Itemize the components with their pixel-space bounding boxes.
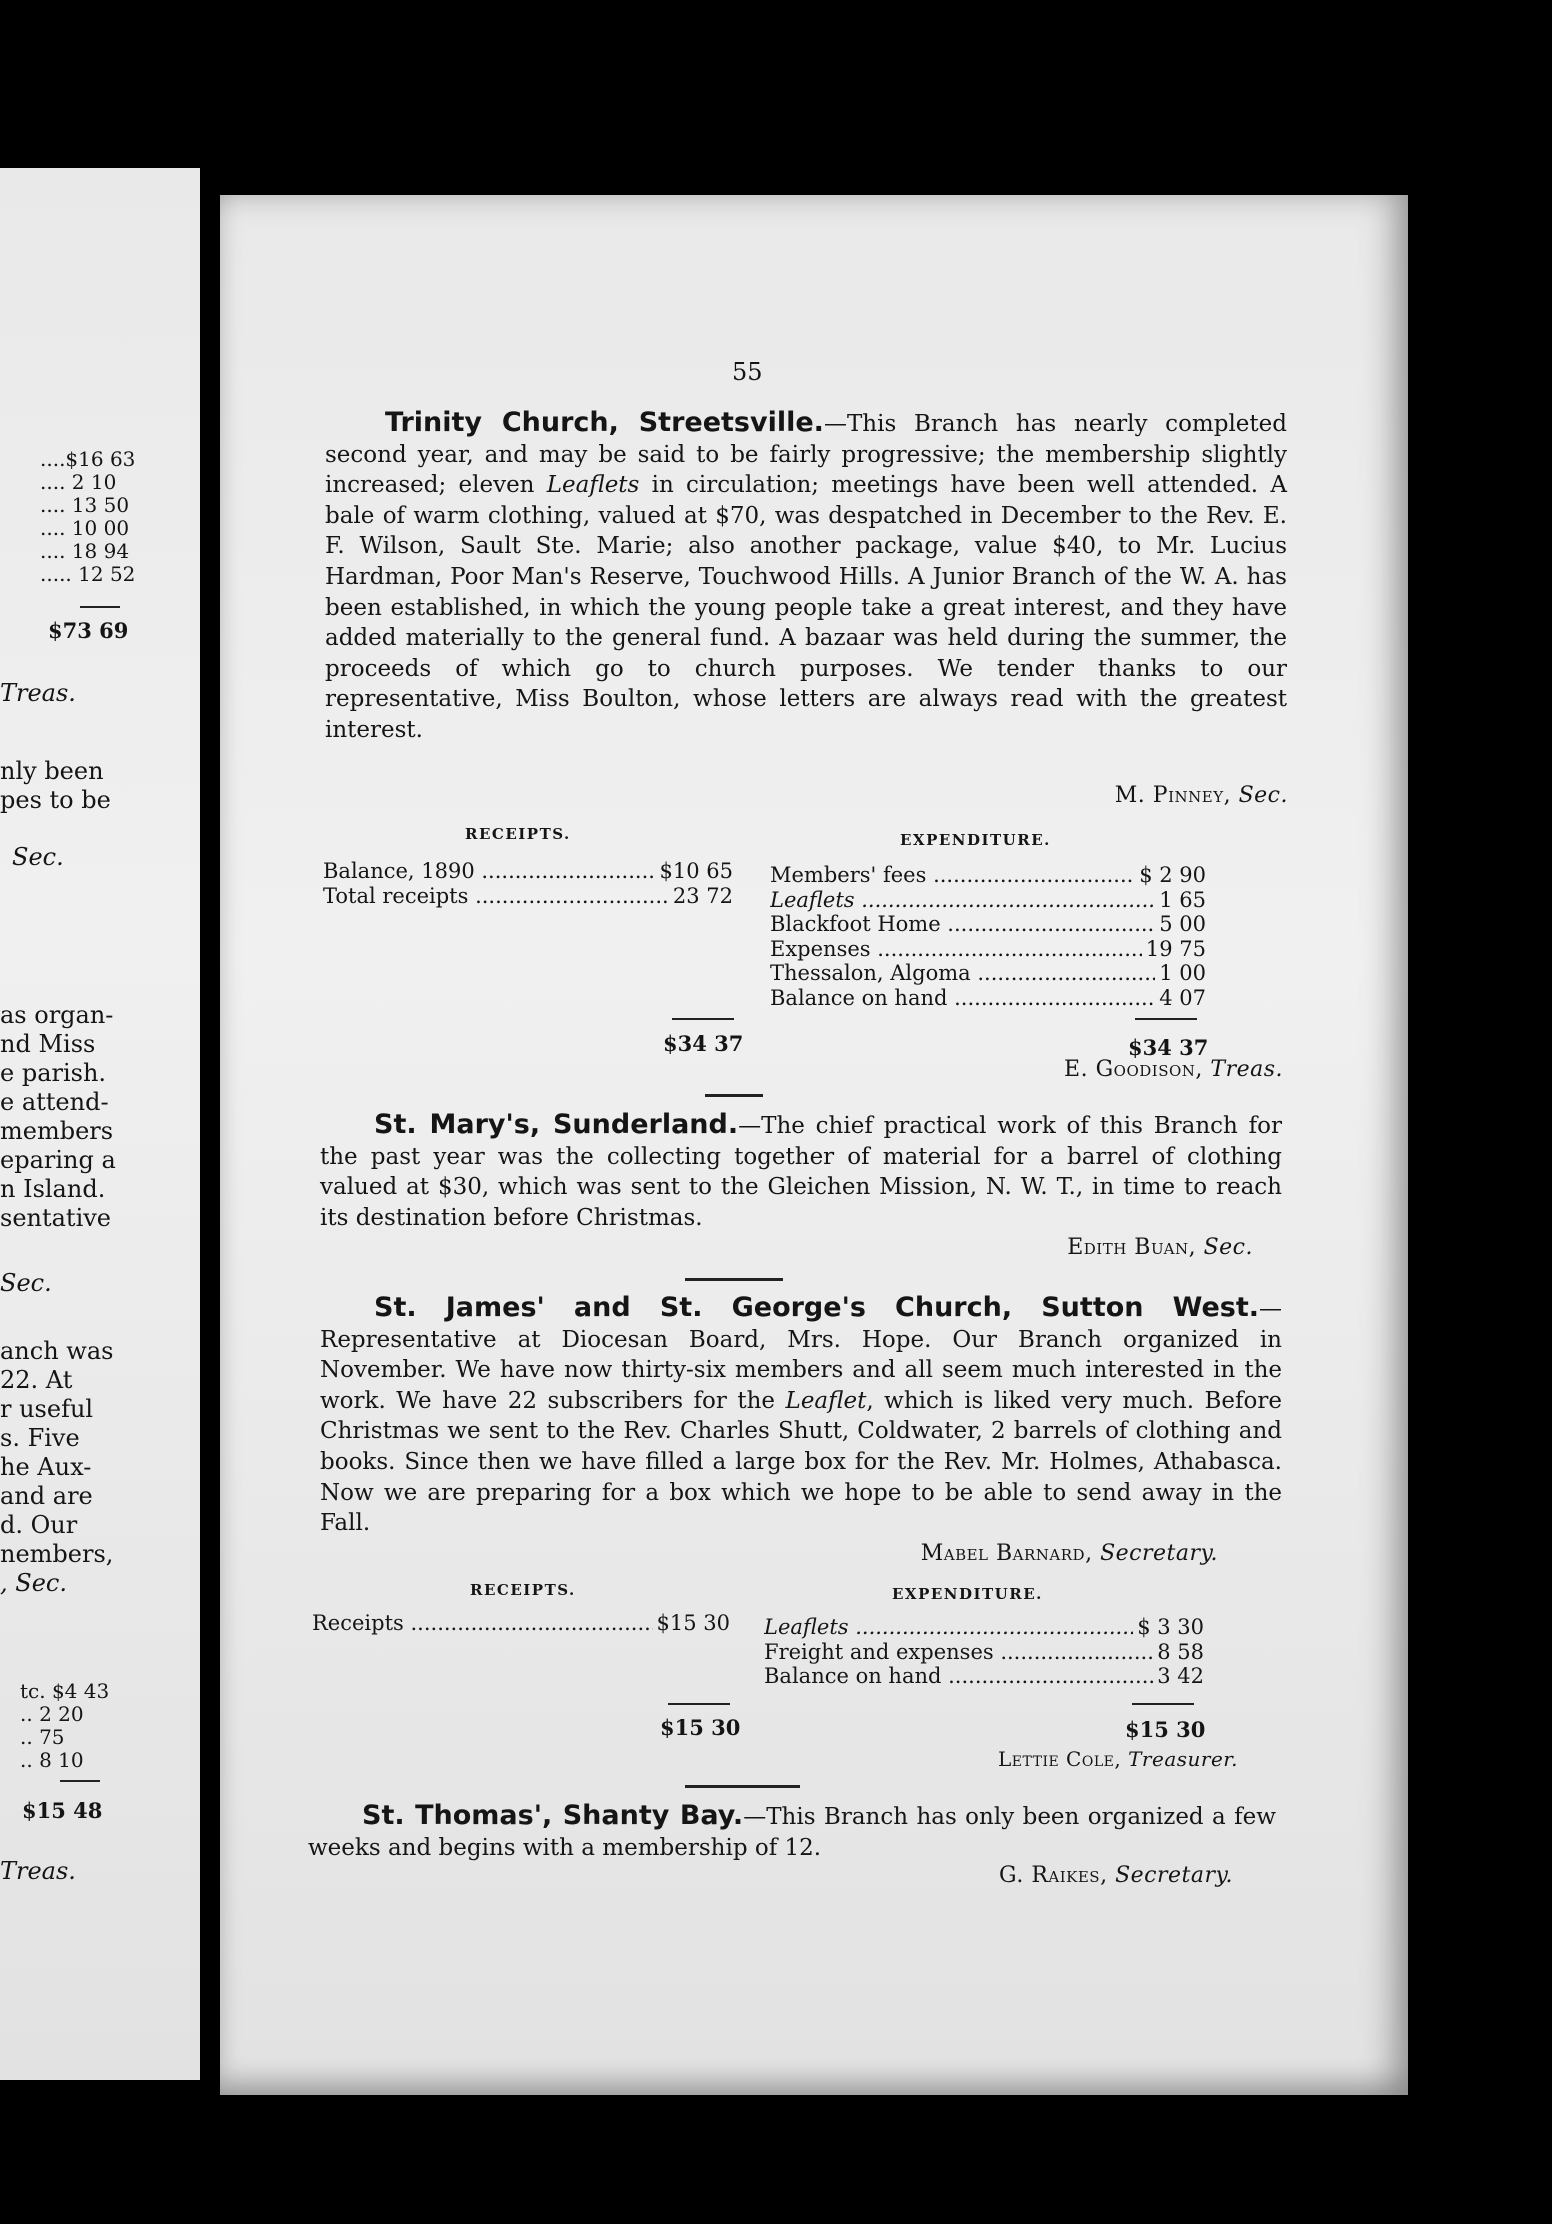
ledger-amount: 8 58 <box>1157 1639 1204 1664</box>
ledger-label: Leaflets ..... <box>770 888 1155 913</box>
treasurer-signature <box>1064 1057 1283 1082</box>
ledger-row <box>770 888 1206 913</box>
ledger-row <box>770 937 1206 962</box>
section-title: St. James' and St. George's Church, Sutton West. <box>374 1292 1259 1323</box>
signature-role: Sec. <box>1238 783 1288 808</box>
left-total: $73 69 <box>48 618 129 643</box>
expenditure-table <box>764 1615 1204 1689</box>
ledger-row <box>323 859 733 884</box>
left-text-fragment: e parish. <box>0 1059 107 1087</box>
section-st-thomas <box>308 1801 1276 1863</box>
left-text-fragment: r useful <box>0 1395 94 1423</box>
left-text-fragment: Sec. <box>0 1269 52 1297</box>
section-title: St. Mary's, Sunderland. <box>374 1109 739 1140</box>
ledger-label: Thessalon, Algoma ..... <box>770 961 1155 986</box>
ledger-row <box>770 986 1206 1011</box>
left-text-fragment: , Sec. <box>0 1569 67 1597</box>
ledger-row <box>770 863 1206 888</box>
section-title: Trinity Church, Streetsville. <box>385 407 824 438</box>
treasurer-role: Treas. <box>1210 1057 1283 1082</box>
section-text: —This Branch has nearly completed second year, and may be said to be fairly progressive; the membership slightly increased; eleven <box>325 411 1287 499</box>
ledger-label: Blackfoot Home ..... <box>770 912 1155 937</box>
receipts-heading: RECEIPTS. <box>465 825 571 843</box>
ledger-row <box>312 1611 730 1636</box>
left-text-fragment: e attend- <box>0 1088 109 1116</box>
section-text: in circulation; meetings have been well attended. A bale of warm clothing, valued at $70, was despatched in December to the Rev. E. F. Wilson, Sault Ste. Marie; also another package, value $40, to Mr. Lucius Hardman, Poor Man's Reserve, Touchwood Hills. A Junior Branch of the W. A. has been established, in which the young people take a great interest, and they have added materially to the general fund. A bazaar was held during the summer, the proceeds of which go to church purposes. We tender thanks to our representative, Miss Boulton, whose letters are always read with the greatest interest. <box>325 472 1287 743</box>
section-divider <box>705 1094 763 1097</box>
expenditure-total: $15 30 <box>1125 1717 1206 1742</box>
signature-role: Sec. <box>1203 1235 1253 1260</box>
expenditure-table <box>770 863 1206 1010</box>
left-text-fragment: nembers, <box>0 1540 114 1568</box>
left-amount: .... 18 94 <box>40 539 130 563</box>
signature-name: M. Pinney, <box>1114 783 1232 808</box>
ledger-row <box>764 1664 1204 1689</box>
receipts-total: $15 30 <box>660 1715 741 1740</box>
left-text-fragment: members <box>0 1117 114 1145</box>
left-text-fragment: nd Miss <box>0 1030 96 1058</box>
left-text-fragment: 22. At <box>0 1366 73 1394</box>
total-rule <box>672 1018 734 1020</box>
signature <box>1115 783 1288 808</box>
total-rule <box>668 1703 730 1705</box>
left-text-fragment: anch was <box>0 1337 114 1365</box>
left-amount-list <box>40 448 135 586</box>
ledger-row <box>764 1640 1204 1665</box>
ledger-label: Expenses ..... <box>770 937 1142 962</box>
left-page-fragment <box>0 168 200 2080</box>
left-text-fragment: Treas. <box>0 679 76 707</box>
receipts-total: $34 37 <box>663 1031 744 1056</box>
leaflets-term: Leaflets <box>546 472 640 499</box>
left-text-fragment: sentative <box>0 1204 112 1232</box>
left-text-fragment: d. Our <box>0 1511 78 1539</box>
left-text-fragment: n Island. <box>0 1175 106 1203</box>
left-total-2: $15 48 <box>22 1798 103 1823</box>
ledger-row <box>770 912 1206 937</box>
ledger-label: Balance, 1890 ..... <box>323 859 656 884</box>
total-rule <box>1135 1018 1197 1020</box>
section-text: —Representative at Diocesan Board, Mrs. Hope. Our Branch organized in November. We have now thirty-six members and all seem much interested in the work. We have 22 subscribers for the <box>320 1296 1282 1414</box>
left-text-fragment: eparing a <box>0 1146 116 1174</box>
ledger-row <box>770 961 1206 986</box>
signature-name: Edith Buan, <box>1067 1235 1197 1260</box>
treasurer-role: Treasurer. <box>1128 1747 1238 1771</box>
treasurer-name: Lettie Cole, <box>998 1747 1122 1771</box>
section-trinity-church <box>325 408 1287 746</box>
left-amount-list-2 <box>20 1680 109 1772</box>
ledger-amount: $ 2 90 <box>1139 863 1206 887</box>
receipts-table <box>323 859 733 908</box>
ledger-amount: 1 00 <box>1159 961 1206 985</box>
expenditure-total: $34 37 <box>1128 1035 1209 1060</box>
treasurer-name: E. Goodison, <box>1064 1057 1203 1082</box>
signature-name: G. Raikes, <box>999 1863 1108 1888</box>
ledger-label: Balance on hand ..... <box>764 1664 1153 1689</box>
leaflet-term: Leaflet <box>785 1387 867 1414</box>
signature-role: Secretary. <box>1115 1863 1233 1888</box>
ledger-amount: 23 72 <box>672 883 733 908</box>
section-st-james-st-georges <box>320 1293 1282 1539</box>
left-amount: ..... 12 52 <box>40 562 136 586</box>
ledger-amount: 4 07 <box>1159 985 1206 1010</box>
receipts-heading: RECEIPTS. <box>470 1581 576 1599</box>
left-text-fragment: s. Five <box>0 1424 80 1452</box>
expenditure-heading: EXPENDITURE. <box>900 831 1051 849</box>
section-st-marys <box>320 1110 1282 1233</box>
signature <box>999 1863 1233 1888</box>
ledger-label: Receipts ..... <box>312 1611 653 1636</box>
receipts-table <box>312 1611 730 1636</box>
section-title: St. Thomas', Shanty Bay. <box>362 1800 744 1831</box>
left-text-fragment: pes to be <box>0 786 111 814</box>
section-divider <box>685 1278 783 1281</box>
ledger-row <box>764 1615 1204 1640</box>
ledger-amount: $10 65 <box>659 859 733 883</box>
left-total-rule <box>80 606 120 608</box>
ledger-amount: 1 65 <box>1159 887 1206 912</box>
left-amount: .... 13 50 <box>40 493 130 517</box>
left-amount: tc. $4 43 <box>20 1679 110 1703</box>
section-text: —This Branch has only been organized a few weeks and begins with a membership of 12. <box>308 1804 1276 1861</box>
left-amount: .. 75 <box>20 1725 65 1749</box>
signature <box>921 1541 1218 1566</box>
left-amount: .. 2 20 <box>20 1702 84 1726</box>
section-divider <box>685 1785 800 1788</box>
left-amount: ....$16 63 <box>40 447 136 471</box>
page-number: 55 <box>732 358 763 386</box>
left-text-fragment: Treas. <box>0 1857 76 1885</box>
signature <box>1067 1235 1253 1260</box>
ledger-label: Balance on hand ..... <box>770 986 1155 1011</box>
ledger-amount: $15 30 <box>656 1611 730 1635</box>
ledger-label: Leaflets ..... <box>764 1615 1133 1640</box>
left-amount: .... 2 10 <box>40 470 117 494</box>
main-page <box>220 195 1408 2095</box>
left-amount: .... 10 00 <box>40 516 130 540</box>
ledger-amount: $ 3 30 <box>1137 1615 1204 1639</box>
left-total-rule-2 <box>60 1780 100 1782</box>
left-text-fragment: nly been <box>0 757 104 785</box>
expenditure-heading: EXPENDITURE. <box>892 1585 1043 1603</box>
ledger-amount: 19 75 <box>1145 936 1206 961</box>
signature-name: Mabel Barnard, <box>920 1541 1093 1566</box>
left-amount: .. 8 10 <box>20 1748 84 1772</box>
ledger-label: Members' fees ..... <box>770 863 1135 888</box>
ledger-row <box>323 884 733 909</box>
ledger-amount: 3 42 <box>1157 1664 1204 1688</box>
left-text-fragment: as organ- <box>0 1001 114 1029</box>
left-text-fragment: Sec. <box>12 843 64 871</box>
ledger-label: Total receipts ..... <box>323 884 669 909</box>
section-text: —The chief practical work of this Branch for the past year was the collecting together of material for a barrel of clothing valued at $30, which was sent to the Gleichen Mission, N. W. T., in time to reach its destination before Christmas. <box>320 1113 1282 1231</box>
section-text: , which is liked very much. Before Christmas we sent to the Rev. Charles Shutt, Coldwater, 2 barrels of clothing and books. Since then we have filled a large box for the Rev. Mr. Holmes, Athabasca. Now we are preparing for a box which we hope to be able to send away in the Fall. <box>320 1387 1283 1537</box>
total-rule <box>1132 1703 1194 1705</box>
signature-role: Secretary. <box>1100 1541 1218 1566</box>
left-text-fragment: and are <box>0 1482 93 1510</box>
left-text-fragment: he Aux- <box>0 1453 92 1481</box>
treasurer-signature <box>998 1747 1238 1771</box>
ledger-label: Freight and expenses ..... <box>764 1640 1153 1665</box>
ledger-amount: 5 00 <box>1159 912 1206 936</box>
